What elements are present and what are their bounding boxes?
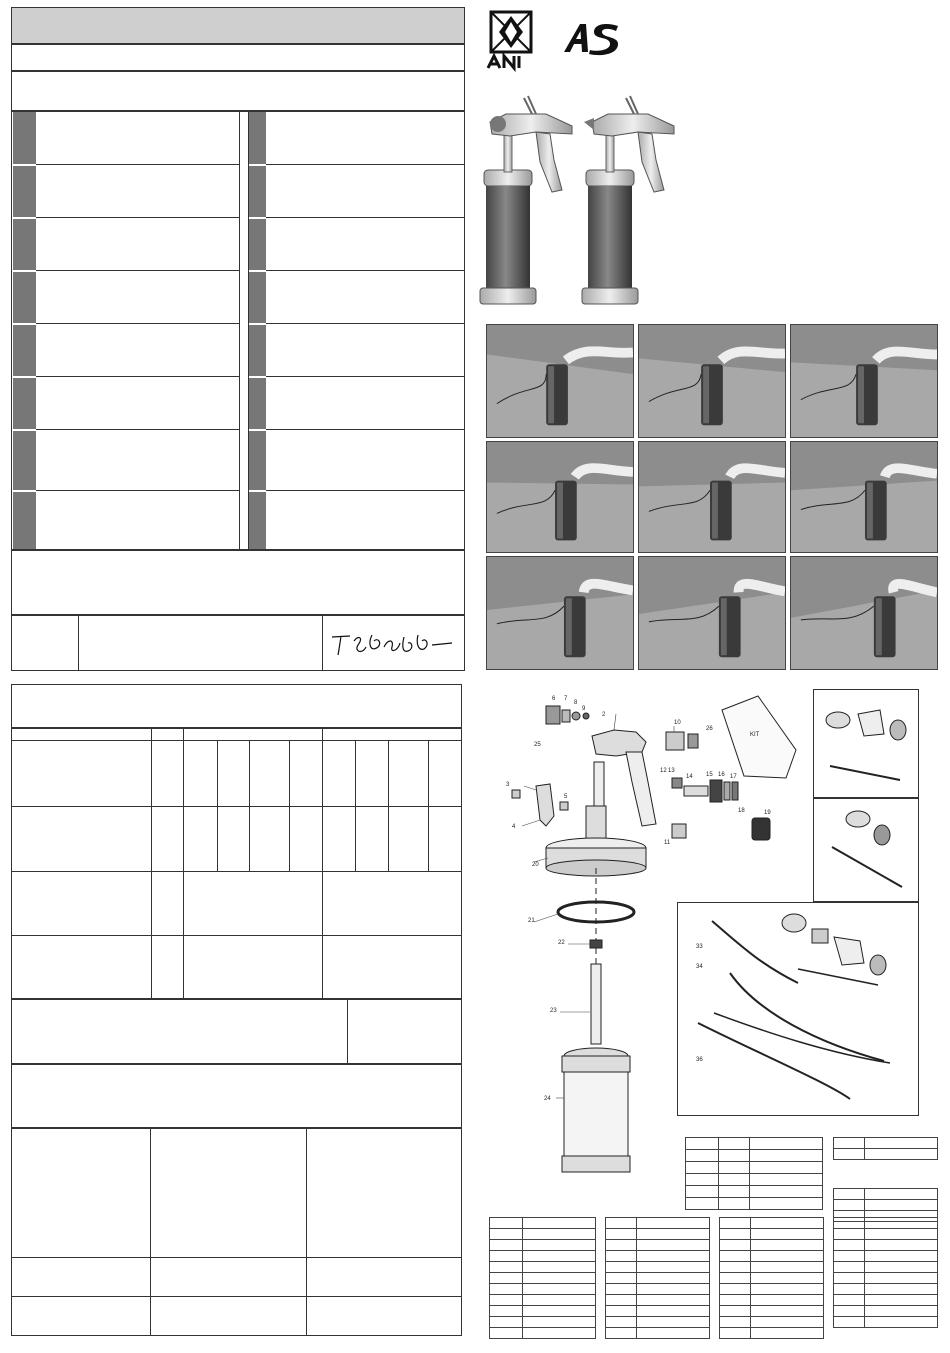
feature-line-left bbox=[36, 490, 239, 491]
subtitle-row bbox=[11, 44, 465, 71]
feature-tab-left bbox=[13, 378, 36, 429]
spec-table bbox=[11, 728, 462, 999]
feature-line-right bbox=[266, 217, 464, 218]
feature-line-right bbox=[266, 164, 464, 165]
part-number-label: 9 bbox=[582, 706, 586, 712]
application-photo bbox=[486, 441, 634, 553]
part-number-label: 3 bbox=[506, 782, 510, 788]
part-number-label: 33 bbox=[696, 944, 703, 950]
accessory-header bbox=[11, 1064, 462, 1128]
spec-col-line bbox=[151, 728, 152, 999]
part-number-label: 18 bbox=[738, 808, 745, 814]
feature-line-left bbox=[36, 270, 239, 271]
feature-tab-left bbox=[13, 272, 36, 323]
spec-subcol-line bbox=[289, 740, 290, 871]
feature-tab-right bbox=[249, 219, 266, 270]
part-number-label: 6 bbox=[552, 696, 556, 702]
feature-tab-right bbox=[249, 431, 266, 490]
accessory-table bbox=[11, 1128, 462, 1336]
feature-tab-left bbox=[13, 325, 36, 376]
bag-label: KIT bbox=[750, 732, 760, 738]
accessory-box-2 bbox=[813, 798, 919, 902]
spec-subcol-line bbox=[428, 740, 429, 871]
parts-list-table bbox=[605, 1217, 710, 1339]
accessory-box-3 bbox=[677, 902, 919, 1116]
spec-subcol-line bbox=[388, 740, 389, 871]
spec-header-row-line bbox=[11, 740, 462, 741]
part-number-label: 26 bbox=[706, 726, 713, 732]
spec-subcol-line bbox=[355, 740, 356, 871]
feature-tab-right bbox=[249, 325, 266, 376]
feature-gutter-line bbox=[239, 111, 240, 550]
accessory-divider-2 bbox=[306, 1128, 307, 1336]
part-number-label: 5 bbox=[564, 794, 568, 800]
accessory-divider-1 bbox=[150, 1128, 151, 1336]
part-number-label: 21 bbox=[528, 918, 535, 924]
feature-tab-left bbox=[13, 431, 36, 490]
feature-line-right bbox=[266, 429, 464, 430]
application-photo bbox=[638, 441, 786, 553]
signature-divider-2 bbox=[322, 615, 323, 671]
feature-line-left bbox=[36, 323, 239, 324]
part-number-label: 7 bbox=[564, 696, 568, 702]
feature-tab-left bbox=[13, 112, 36, 164]
feature-line-right bbox=[266, 490, 464, 491]
notes-block bbox=[11, 550, 465, 615]
application-photo bbox=[486, 556, 634, 670]
feature-line-right bbox=[266, 376, 464, 377]
part-number-label: 20 bbox=[532, 862, 539, 868]
spec-row-line bbox=[151, 935, 462, 936]
part-number-label: 10 bbox=[674, 720, 681, 726]
part-number-label: 4 bbox=[512, 824, 516, 830]
spec-col-line bbox=[183, 728, 184, 999]
feature-tab-left bbox=[13, 492, 36, 549]
description-row bbox=[11, 71, 465, 111]
application-photo bbox=[790, 324, 938, 438]
spec-header bbox=[11, 684, 462, 728]
ani-logo bbox=[486, 10, 548, 72]
feature-tab-right bbox=[249, 166, 266, 217]
part-number-label: 22 bbox=[558, 940, 565, 946]
part-number-label: 23 bbox=[550, 1008, 557, 1014]
part-number-label: 16 bbox=[718, 772, 725, 778]
spec-subcol-line bbox=[249, 740, 250, 871]
part-number-label: 8 bbox=[574, 700, 578, 706]
part-number-label: 11 bbox=[664, 840, 671, 846]
application-photo bbox=[638, 324, 786, 438]
header-bar bbox=[11, 7, 465, 44]
handwritten-signature bbox=[328, 625, 458, 661]
application-photo bbox=[790, 556, 938, 670]
as-logo bbox=[562, 20, 622, 56]
part-number-label: 17 bbox=[730, 774, 737, 780]
part-number-label: 13 bbox=[668, 768, 675, 774]
parts-list-table bbox=[685, 1137, 823, 1210]
feature-line-left bbox=[36, 376, 239, 377]
application-photo bbox=[790, 441, 938, 553]
spec-subcol-line bbox=[217, 740, 218, 871]
part-number-label: 14 bbox=[686, 774, 693, 780]
feature-tab-right bbox=[249, 492, 266, 549]
feature-tab-right bbox=[249, 272, 266, 323]
spec-row-line bbox=[11, 806, 151, 807]
feature-grid bbox=[11, 111, 465, 550]
application-photo bbox=[638, 556, 786, 670]
spec-row-line bbox=[151, 806, 462, 807]
part-number-label: 25 bbox=[534, 742, 541, 748]
part-number-label: 19 bbox=[764, 810, 771, 816]
feature-tab-left bbox=[13, 219, 36, 270]
signature-divider-1 bbox=[78, 615, 79, 671]
accessory-box-1 bbox=[813, 689, 919, 798]
part-number-label: 34 bbox=[696, 964, 703, 970]
part-number-label: 36 bbox=[696, 1057, 703, 1063]
feature-line-left bbox=[36, 217, 239, 218]
product-photo-spray-guns bbox=[476, 92, 696, 312]
feature-tab-left bbox=[13, 166, 36, 217]
feature-tab-right bbox=[249, 112, 266, 164]
spec-col-line bbox=[322, 728, 323, 999]
parts-list-table bbox=[719, 1217, 824, 1339]
application-photo bbox=[486, 324, 634, 438]
spec-row-line bbox=[11, 871, 151, 872]
accessory-rowline-1 bbox=[11, 1257, 462, 1258]
part-number-label: 15 bbox=[706, 772, 713, 778]
part-number-label: 24 bbox=[544, 1096, 551, 1102]
part-number-label: 12 bbox=[660, 768, 667, 774]
feature-line-right bbox=[266, 323, 464, 324]
feature-line-left bbox=[36, 429, 239, 430]
accessory-rowline-2 bbox=[11, 1296, 462, 1297]
spec-row-line bbox=[151, 871, 462, 872]
spec-row-line bbox=[11, 935, 151, 936]
feature-line-right bbox=[266, 270, 464, 271]
feature-line-left bbox=[36, 164, 239, 165]
spec-footer-divider bbox=[347, 999, 348, 1064]
spec-footer bbox=[11, 999, 462, 1064]
parts-list-table bbox=[833, 1217, 938, 1328]
parts-list-table bbox=[833, 1137, 938, 1160]
feature-tab-right bbox=[249, 378, 266, 429]
part-number-label: 2 bbox=[602, 712, 606, 718]
parts-list-table bbox=[489, 1217, 596, 1339]
